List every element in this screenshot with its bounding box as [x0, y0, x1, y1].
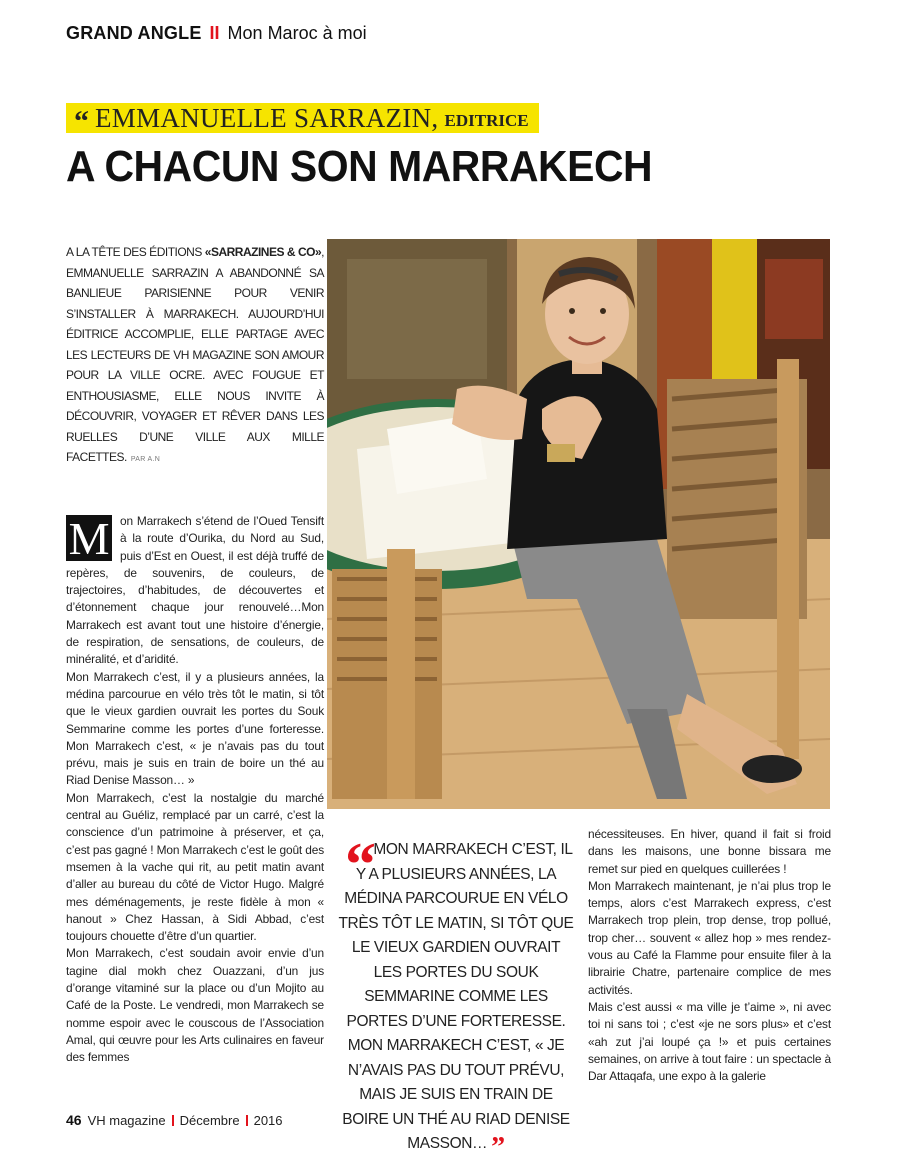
article-photo: [327, 239, 830, 809]
section-label: GRAND ANGLE: [66, 22, 202, 43]
paragraph: nécessiteuses. En hiver, quand il fait si froid dans les maisons, une bonne bissara me remet sur pied en quelques cuillerées !: [588, 827, 831, 876]
issue-year: 2016: [253, 1112, 283, 1128]
author-name: EMMANUELLE SARRAZIN,: [95, 102, 439, 133]
paragraph: Mon Marrakech maintenant, je n’ai plus trop le temps, alors c’est Marrakech express, c’est Marrakech trop plein, trop dense, trop pollué, trop cher… souvent « allez hop » mes rendez-vous au Café la Flamme pour ensuite filer à la librairie Chatre, partenaire complice de mes activités.: [588, 878, 831, 997]
paragraph: [66, 513, 324, 669]
body-column-1: [66, 513, 324, 1067]
paragraph: Mon Marrakech, c’est la nostalgie du marché central au Guéliz, remplacé par un carré, c’est la conscience d’un patrimoine à préserver, et ça, c’est pas gagné ! Mon Marrakech c’est le goût des msemen à la vache qui rit, au petit matin avant d’aller au bureau du côté de Victor Hugo. Malgré mes déménagements, je reste fidèle à mon « hanout » Chez Hassan, à Sidi Abbad, c’est toujours chouette d’être d’un quartier.: [66, 790, 324, 944]
pullquote-text: MON MARRAKECH C’EST, IL Y A PLUSIEURS ANNÉES, LA MÉDINA PARCOURUE EN VÉLO TRÈS TÔT LE MATIN, SI TÔT QUE LE VIEUX GARDIEN OUVRAIT LES PORTES DU SOUK SEMMARINE COMME LES PORTES D’UNE FORTERESSE. MON MARRAKECH C’EST, « JE N’AVAIS PAS DU TOUT PRÉVU, MAIS JE SUIS EN TRAIN DE BOIRE UN THÉ AU RIAD DENISE MASSON…: [338, 841, 574, 1152]
pullquote: [337, 838, 575, 1153]
portrait-photo-illustration: [327, 239, 830, 809]
article-intro: [66, 242, 324, 471]
page-number: 46: [66, 1112, 82, 1128]
magazine-name: VH magazine: [87, 1112, 166, 1128]
footer-separator: [172, 1115, 174, 1126]
issue-month: Décembre: [179, 1112, 240, 1128]
open-quote-icon: “: [74, 105, 89, 138]
pullquote-close-icon: ”: [491, 1132, 505, 1153]
footer-separator: [246, 1115, 248, 1126]
paragraph: Mon Marrakech, c’est soudain avoir envie d’un tagine dial mokh chez Ouazzani, d’un jus d’orange vitaminé sur la place ou d’un Mojito au Café de la Poste. Le vendredi, mon Marrakech se nomme espoir avec le couscous de l’Association Amal, qui œuvre pour les Arts culinaires en faveur des femmes: [66, 946, 324, 1065]
rubric-label: Mon Maroc à moi: [227, 22, 367, 43]
page-footer: [66, 1112, 283, 1128]
byline: PAR A.N: [130, 456, 161, 463]
intro-text: , EMMANUELLE SARRAZIN A ABANDONNÉ SA BANLIEUE PARISIENNE POUR VENIR S’INSTALLER À MARRAKECH. AUJOURD’HUI ÉDITRICE ACCOMPLIE, ELLE PARTAGE AVEC LES LECTEURS DE VH MAGAZINE SON AMOUR POUR LA VILLE OCRE. AVEC FOUGUE ET ENTHOUSIASME, ELLE NOUS INVITE À DÉCOUVRIR, VOYAGER ET RÊVER DANS LES RUELLES D’UNE VILLE AUX MILLE FACETTES.: [66, 245, 325, 464]
author-role: EDITRICE: [444, 111, 529, 130]
pullquote-open-icon: “: [345, 831, 376, 899]
section-header: [66, 21, 367, 45]
paragraph: Mon Marrakech c’est, il y a plusieurs années, la médina parcourue en vélo très tôt le matin, si tôt que le vieux gardien ouvrait les portes du Souk Semmarine comme les portes d’une forteresse. Mon Marrakech c’est, « je n’avais pas du tout prévu, mais je suis en train de boire un thé au Riad Denise Masson… »: [66, 669, 324, 788]
body-column-3: [588, 826, 831, 1085]
intro-lead: A LA TÊTE DES ÉDITIONS: [66, 245, 205, 259]
drop-cap: M: [66, 515, 112, 561]
intro-publisher: «SARRAZINES & CO»: [204, 245, 322, 259]
author-kicker: [66, 102, 539, 138]
paragraph-text: on Marrakech s’étend de l’Oued Tensift à la route d’Ourika, du Nord au Sud, puis d’Est en Ouest, il est déjà truffé de repères, de souvenirs, de couleurs, de trajectoires, d’habitudes, de découvertes et d’étonnement chaque jour renouvelé…Mon Marrakech est avant tout une histoire d’énergie, de respiration, de sensations, de couleurs, de minéralité, et d’aridité.: [66, 514, 324, 667]
article-title: A CHACUN SON MARRAKECH: [66, 142, 653, 191]
section-separator: II: [209, 22, 220, 43]
paragraph: Mais c’est aussi « ma ville je t’aime », ni avec toi ni sans toi ; c’est «je ne sors plus» et c’est «ah zut j’ai loupé ça !» et puis certaines semaines, on arrive à tout faire : un spectacle à Dar Attaqafa, une expo à la galerie: [588, 999, 831, 1084]
